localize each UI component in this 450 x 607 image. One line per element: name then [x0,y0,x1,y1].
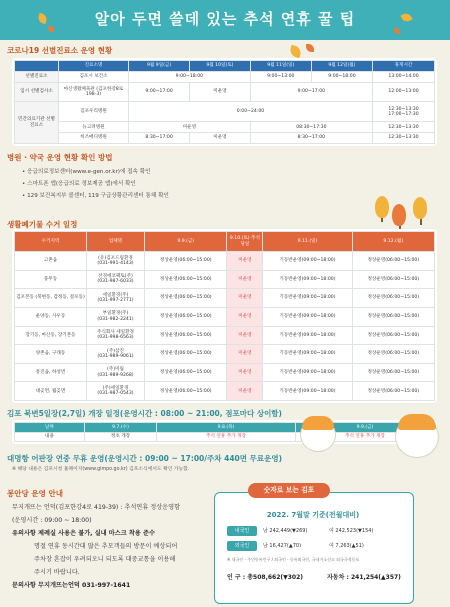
clinic-hours: 8:30~17:00 [129,133,190,144]
waste-sun: 기동반운영(09:00~18:00) [263,382,352,401]
waste-section-title: 생활폐기물 수거 일정 [7,220,78,229]
stats-population: 인 구 : 총508,662(▼302) [227,574,304,581]
clinic-group: 임시 선별검사소 [15,82,59,102]
clinic-hours: 0:00~24:00 [129,102,373,122]
waste-sat: 미운영 [227,345,263,364]
clinic-group: 선별진료소 [15,71,59,82]
page-banner [0,0,450,40]
mascot-left-hair [302,416,334,430]
waste-sat: 미운영 [227,326,263,345]
stats-row-label: 내국인 [227,526,257,536]
clinic-header: 진료소명 [59,61,129,72]
clinic-section-title: 코로나19 선별진료소 운영 현황 [7,46,113,55]
waste-area: 운양동, 사우동 [15,307,87,326]
waste-sat: 미운영 [227,252,263,271]
waste-company [87,363,145,382]
waste-company-name: (주)미림 [107,367,124,373]
waste-company [87,345,145,364]
clinic-header: 9월 11일(일) [250,61,311,72]
waste-fri: 정상운영(06:00~15:00) [145,326,227,345]
waste-area: 장기동, 마산동, 장기본동 [15,326,87,345]
market-value: 추석 연휴 추가 개장 [157,432,296,442]
clinic-hours: 9:00~18:00 [311,71,372,82]
waste-fri: 정상운영(06:00~15:00) [145,270,227,289]
table-row [15,345,435,364]
bongan-line: 주차장 혼잡이 우려되오니 되도록 대중교통을 이용해 [34,556,176,563]
table-row [15,326,435,345]
market-value: 추석 연휴 추가 개장 [295,432,434,442]
waste-company-name: (주)세일환경 [102,385,129,391]
waste-sun: 기동반운영(09:00~18:00) [263,307,352,326]
waste-table [14,231,435,401]
clinic-rest: 12:30~13:30 [373,122,435,133]
waste-company-phone: (031-982-2241) [97,316,134,322]
waste-company [87,270,145,289]
table-row [15,363,435,382]
clinic-header: 9월 12일(월) [311,61,372,72]
clinic-hours: 미운영 [129,122,251,133]
waste-table-card [12,229,437,403]
waste-sun: 기동반운영(09:00~18:00) [263,270,352,289]
waste-sun: 기동반운영(09:00~18:00) [263,326,352,345]
waste-company-name: 선경에코팩토(주) [98,274,133,280]
clinic-hours: 08:30~17:30 [250,122,372,133]
bongan-line: 무지개뜨는 언덕(김포한강4로 419-39) : 추석연휴 정상운영함 [12,504,181,511]
market-table [14,422,435,442]
clinic-name: 마산생활체육관 (김포한강8로198-3) [59,82,129,102]
market-header: 날짜 [15,423,85,433]
market-value: 정초 개장 [85,432,157,442]
clinic-hours: 8:30~17:00 [250,133,372,144]
waste-area: 양촌읍, 구래동 [15,345,87,364]
tree-decoration [392,204,406,226]
bongan-line: 유의사항 제례실 사용은 불가, 실내 마스크 착용 준수 [12,530,155,537]
waste-mon: 정상운영(06:00~15:00) [352,270,434,289]
waste-company-name: (유)김포드림환경 [98,255,133,261]
table-row [15,382,435,401]
waste-area: 통진읍, 하성면 [15,363,87,382]
tree-decoration [413,197,427,219]
stats-right: 여 242,523(▼154) [329,528,374,534]
hospital-section-title: 병원 · 약국 운영 현황 확인 방법 [7,153,113,162]
waste-area: 김포본동 (북변동, 감정동, 걸포동) [15,289,87,308]
hospital-bullet: • 129 보건복지부 콜센터, 119 구급상황관리센터 통해 확인 [22,191,169,199]
stats-tab: 숫자로 보는 김포 [248,483,330,498]
table-row [15,102,435,122]
bongan-line: 문의사항 무지개뜨는언덕 031-997-1641 [12,582,131,589]
waste-header: 9.11.(일) [263,232,352,252]
waste-sun: 기동반운영(09:00~18:00) [263,289,352,308]
clinic-name: 김포시 보건소 [59,71,129,82]
waste-mon: 정상운영(06:00~15:00) [352,382,434,401]
leaf-decoration [289,45,302,58]
waste-mon: 정상운영(06:00~15:00) [352,252,434,271]
waste-company-phone: (031-997-2771) [97,298,134,304]
waste-fri: 정상운영(06:00~15:00) [145,289,227,308]
stats-vehicles: 자동차 : 241,254(▲357) [327,574,401,581]
leaf-decoration [394,28,400,34]
waste-company-name: 주식회사 세일환경 [97,330,134,336]
stats-card [214,492,414,604]
hospital-bullet: • 스마트폰 앱(응급의료 정보제공 앱)에서 확인 [22,179,136,187]
waste-company-name: 세일환경(주) [102,292,129,298]
clinic-hours: 9:00~13:00 [250,71,311,82]
port-note: ※ 해당 내용은 김포시청 홈페이지(www.gimpo.go.kr) 김포소식에서도 확인 가능함. [12,467,190,472]
waste-company-phone: (031-987-0543) [97,391,134,397]
table-row [15,122,435,133]
clinic-hours: 9:00~17:00 [250,82,372,102]
clinic-name: 김포우리병원 [59,102,129,122]
market-section-title: 김포 북변5일장(2,7일) 개장 일정(운영시간 : 08:00 ~ 21:00, 점포마다 상이함) [7,409,282,418]
table-row [15,307,435,326]
market-header: 9.9.(금) [295,423,434,433]
waste-company-phone: (031-989-9061) [97,353,134,359]
stats-row [227,540,395,551]
waste-sat: 미운영 [227,307,263,326]
clinic-table [14,60,435,144]
clinic-header [15,61,59,72]
stats-right: 여 7,263(▲51) [329,543,364,549]
market-header: 9.7.(수) [85,423,157,433]
table-row [15,289,435,308]
stats-row [227,525,395,536]
waste-header: 9.12.(월) [352,232,434,252]
bongan-line: 주시기 바랍니다. [34,569,80,576]
waste-mon: 정상운영(06:00~15:00) [352,345,434,364]
waste-company [87,252,145,271]
waste-sun: 기동반운영(09:00~18:00) [263,252,352,271]
clinic-rest: 12:30~13:30 17:00~17:30 [373,102,435,122]
table-row [15,71,435,82]
waste-sun: 기동반운영(09:00~18:00) [263,363,352,382]
stats-subtitle: 2022. 7월말 기준(전월대비) [266,511,360,519]
stats-left: 남 242,449(▼269) [263,528,308,534]
waste-fri: 정상운영(06:00~15:00) [145,307,227,326]
waste-sun: 기동반운영(09:00~18:00) [263,345,352,364]
hospital-bullet: • 응급의료정보센터(www.e-gen.or.kr)에 접속 확인 [22,167,151,175]
waste-company-phone: (031-998-6563) [97,335,134,341]
clinic-header: 휴게시간 [373,61,435,72]
table-row [15,133,435,144]
waste-company-phone: (031-991-4143) [97,260,134,266]
waste-mon: 정상운영(06:00~15:00) [352,326,434,345]
waste-fri: 정상운영(06:00~15:00) [145,345,227,364]
clinic-group: 민간의료기관 선별진료소 [15,102,59,144]
waste-sat: 미운영 [227,270,263,289]
bongan-line: 명절 연휴 동시간대 많은 추모객들의 방문이 예상되어 [34,543,178,550]
clinic-header: 9월 9일(금) [129,61,190,72]
clinic-hours: 미운영 [190,82,251,102]
waste-company [87,326,145,345]
waste-area: 대곶면, 월곶면 [15,382,87,401]
waste-area: 풍무동 [15,270,87,289]
waste-fri: 정상운영(06:00~15:00) [145,363,227,382]
stats-row-label: 외국인 [227,541,257,551]
clinic-hours: 9:00~18:00 [129,71,251,82]
waste-company-name: (주)삼진 [107,348,124,354]
waste-header: 업체명 [87,232,145,252]
waste-company-phone: (031-989-9268) [97,372,134,378]
clinic-rest: 13:00~14:00 [373,71,435,82]
clinic-table-card [12,58,437,146]
clinic-hours: 9:00~17:00 [129,82,190,102]
waste-fri: 정상운영(06:00~15:00) [145,382,227,401]
waste-company [87,289,145,308]
waste-mon: 정상운영(06:00~15:00) [352,289,434,308]
tree-decoration [375,196,389,218]
waste-area: 고촌읍 [15,252,87,271]
waste-company-phone: (031-987-6033) [97,279,134,285]
clinic-hours: 미운영 [190,133,251,144]
stats-left: 남 16,427(▲70) [263,543,302,549]
page-title: 알아 두면 쓸데 있는 추석 연휴 꿀 팁 [94,10,356,28]
waste-company [87,382,145,401]
waste-mon: 정상운영(06:00~15:00) [352,307,434,326]
waste-sat: 미운영 [227,363,263,382]
waste-header: 수거지역 [15,232,87,252]
waste-mon: 정상운영(06:00~15:00) [352,363,434,382]
waste-sat: 미운영 [227,382,263,401]
market-row-label: 내용 [15,432,85,442]
table-row [15,82,435,102]
market-table-card [12,420,437,444]
port-section-title: 대명항 어판장 연중 무휴 운영(운영시간 : 09:00 ~ 17:00/주차 440면 무료운영) [7,454,283,463]
market-header: 9.8.(목) [157,423,296,433]
bongan-section-title: 봉안당 운영 안내 [7,489,63,498]
table-row [15,252,435,271]
stats-note: ※ 내국인 - 주민등록인구 / 외국인 - 등록외국인, 국내거소신고 외국국적동포 [227,557,360,562]
waste-header: 9.9.(금) [145,232,227,252]
table-row [15,270,435,289]
clinic-rest: 12:00~13:00 [373,82,435,102]
bongan-line: (운영시간 : 09:00 ~ 18:00) [12,517,92,524]
table-row [15,432,435,442]
leaf-decoration [48,26,54,32]
clinic-rest: 12:30~13:30 [373,133,435,144]
waste-sat: 미운영 [227,289,263,308]
clinic-header: 9월 10일(토) [190,61,251,72]
clinic-name: 뉴고려병원 [59,122,129,133]
waste-company [87,307,145,326]
clinic-name: 히즈메디병원 [59,133,129,144]
waste-fri: 정상운영(06:00~15:00) [145,252,227,271]
waste-company-name: 부일환경(주) [102,311,129,317]
waste-header: 9.10.(토) 추석당일 [227,232,263,252]
mascot-right-hair [398,414,436,430]
leaf-decoration [306,44,314,52]
